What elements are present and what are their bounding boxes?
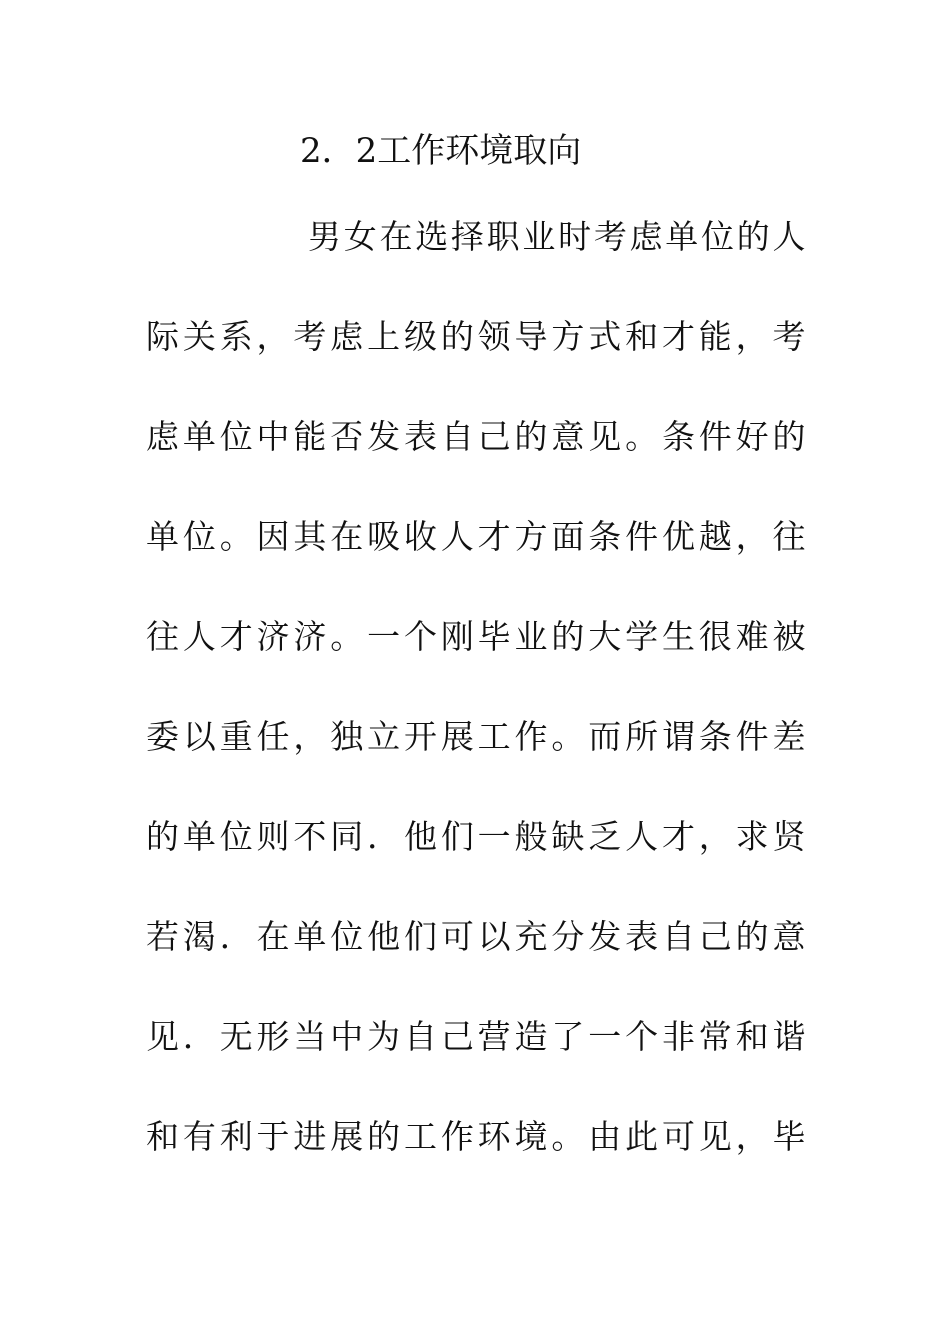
paragraph-line: 虑单位中能否发表自己的意见。条件好的 bbox=[146, 417, 806, 456]
paragraph-line: 和有利于进展的工作环境。由此可见，毕 bbox=[146, 1117, 806, 1156]
section-heading: 2．2工作环境取向 bbox=[300, 131, 582, 171]
paragraph-line: 男女在选择职业时考虑单位的人 bbox=[308, 217, 806, 256]
paragraph-line: 的单位则不同．他们一般缺乏人才，求贤 bbox=[146, 817, 806, 856]
paragraph-line: 际关系，考虑上级的领导方式和才能，考 bbox=[146, 317, 806, 356]
paragraph-line: 委以重任，独立开展工作。而所谓条件差 bbox=[146, 717, 806, 756]
paragraph-line: 见．无形当中为自己营造了一个非常和谐 bbox=[146, 1017, 806, 1056]
paragraph-line: 单位。因其在吸收人才方面条件优越，往 bbox=[146, 517, 806, 556]
paragraph-line: 往人才济济。一个刚毕业的大学生很难被 bbox=[146, 617, 806, 656]
paragraph-line: 若渴．在单位他们可以充分发表自己的意 bbox=[146, 917, 806, 956]
